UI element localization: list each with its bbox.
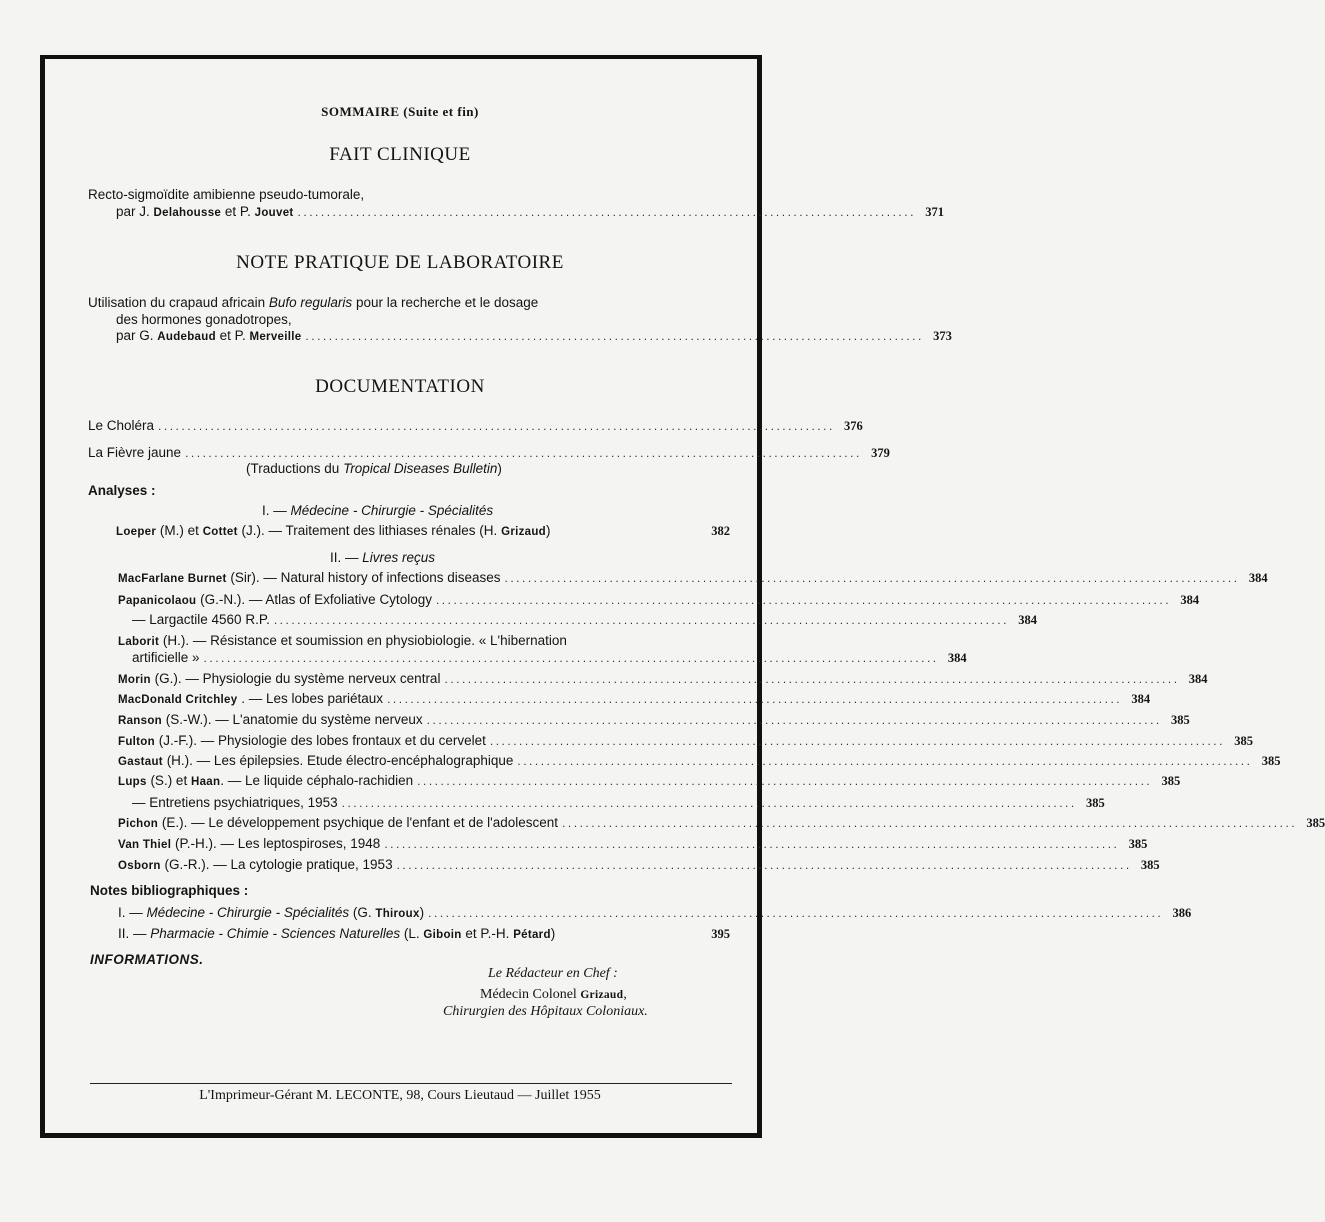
author-name: Haan bbox=[190, 776, 221, 788]
author-name: Cottet bbox=[202, 526, 238, 538]
text-fragment: (Traductions du bbox=[246, 461, 340, 476]
text-fragment: (G.). — Physiologie du système nerveux central bbox=[154, 671, 441, 686]
subheading-livres-recus bbox=[330, 550, 435, 565]
notes-bibliographiques-heading: Notes bibliographiques : bbox=[90, 883, 249, 898]
book-entry bbox=[118, 773, 1181, 789]
page-number: 384 bbox=[1131, 692, 1151, 706]
page-number: 385 bbox=[1140, 858, 1160, 872]
text-fragment: (Sir). — Natural history of infections diseases bbox=[230, 570, 501, 585]
leader-dots: .............................................................................................................................. bbox=[387, 692, 1123, 706]
leader-dots: .................................................................................................................... bbox=[158, 419, 835, 433]
book-entry bbox=[118, 633, 730, 648]
book-entry bbox=[118, 815, 1325, 831]
text-fragment: (E.). — Le développement psychique de l'enfant et de l'adolescent bbox=[161, 815, 559, 830]
signature-name bbox=[480, 987, 627, 1003]
page-number: 384 bbox=[1018, 613, 1037, 627]
author-name: MacDonald Critchley bbox=[118, 694, 238, 706]
book-entry bbox=[118, 733, 1253, 749]
text-fragment: pour la recherche et le dosage bbox=[355, 295, 539, 310]
leader-dots: .............................................................................................................................. bbox=[417, 774, 1153, 788]
entry-crapaud bbox=[116, 328, 952, 344]
text-fragment: (G.-N.). — Atlas of Exfoliative Cytology bbox=[200, 592, 432, 607]
subheading-medecine bbox=[262, 503, 493, 518]
leader-dots: .............................................................................................................................. bbox=[444, 672, 1180, 686]
note-entry bbox=[118, 905, 1192, 921]
author-name: Grizaud bbox=[501, 526, 546, 538]
page-number: 384 bbox=[947, 651, 967, 665]
entry-label: La Fièvre jaune bbox=[88, 445, 182, 460]
page-number: 384 bbox=[1180, 593, 1200, 607]
by-label: par G. bbox=[116, 328, 154, 343]
leader-dots: .............................................................................................................................. bbox=[341, 796, 1077, 810]
leader-dots: .............................................................................................................................. bbox=[203, 651, 939, 665]
page-number: 376 bbox=[844, 419, 863, 433]
analyses-heading: Analyses : bbox=[88, 483, 156, 498]
author-name: Van Thiel bbox=[118, 839, 172, 851]
text-fragment: II. — bbox=[118, 926, 151, 941]
leader-dots: .............................................................................................................................. bbox=[384, 837, 1120, 851]
text-fragment: (G.-R.). — La cytologie pratique, 1953 bbox=[164, 857, 393, 872]
book-entry bbox=[132, 795, 1105, 811]
author-name: Laborit bbox=[118, 636, 160, 648]
book-entry bbox=[118, 691, 1151, 707]
book-entry bbox=[118, 570, 1268, 586]
author-name: Thiroux bbox=[375, 908, 420, 920]
page-number: 382 bbox=[711, 524, 730, 538]
author-name: Osborn bbox=[118, 860, 161, 872]
book-entry bbox=[118, 836, 1148, 852]
leader-dots: .............................................................................................................................. bbox=[273, 613, 1009, 627]
leader-dots: .............................................................................................................................. bbox=[517, 754, 1253, 768]
entry-recto-sigmoidite bbox=[116, 204, 944, 220]
page-number: 373 bbox=[933, 329, 952, 343]
author-name: Ranson bbox=[118, 715, 162, 727]
text-fragment: . — Les lobes pariétaux bbox=[241, 691, 384, 706]
text-fragment: et P.-H. bbox=[465, 926, 510, 941]
footer-rule bbox=[90, 1083, 732, 1084]
section-title-documentation: DOCUMENTATION bbox=[315, 376, 485, 397]
book-entry bbox=[132, 650, 967, 666]
page-number: 385 bbox=[1171, 713, 1190, 727]
author-name: Jouvet bbox=[254, 207, 294, 219]
and-label: et P. bbox=[219, 328, 246, 343]
book-entry bbox=[118, 592, 1200, 608]
leader-dots: .............................................................................................................................. bbox=[562, 816, 1298, 830]
text-fragment: (J.-F.). — Physiologie des lobes frontaux et du cervelet bbox=[158, 733, 486, 748]
leader-dots: .............................................................................................................................. bbox=[426, 713, 1162, 727]
and-label: et P. bbox=[224, 204, 251, 219]
leader-dots: .............................................................................................................................. bbox=[489, 734, 1225, 748]
text-fragment: ) bbox=[550, 926, 556, 941]
species-name: Bufo regularis bbox=[268, 295, 353, 310]
author-name: Pichon bbox=[118, 818, 159, 830]
page-number: 385 bbox=[1161, 774, 1181, 788]
leader-dots: .............................................................................................................................. bbox=[396, 858, 1132, 872]
book-entry bbox=[132, 612, 1037, 628]
note-entry bbox=[118, 926, 730, 942]
section-title-note-pratique: NOTE PRATIQUE DE LABORATOIRE bbox=[236, 252, 564, 273]
text-fragment: (S.) et bbox=[150, 773, 188, 788]
traductions-note bbox=[246, 461, 502, 476]
page-number: 371 bbox=[925, 205, 944, 219]
author-name: Papanicolaou bbox=[118, 595, 197, 607]
page-number: 386 bbox=[1172, 906, 1192, 920]
text-fragment: II. — bbox=[330, 550, 359, 565]
author-name: Grizaud bbox=[580, 989, 624, 1001]
text-fragment: (L. bbox=[403, 926, 420, 941]
entry-crapaud-line2: des hormones gonadotropes, bbox=[116, 312, 292, 327]
leader-dots: .......................................................................................................... bbox=[297, 205, 916, 219]
page-number: 385 bbox=[1234, 734, 1253, 748]
text-fragment: ) bbox=[546, 523, 551, 538]
entry-fievre-jaune bbox=[88, 445, 890, 461]
text-fragment: I. — bbox=[262, 503, 287, 518]
author-name: MacFarlane Burnet bbox=[118, 573, 227, 585]
author-name: Loeper bbox=[116, 526, 157, 538]
page-number: 385 bbox=[1306, 816, 1325, 830]
author-name: Gastaut bbox=[118, 756, 163, 768]
author-name: Lups bbox=[118, 776, 147, 788]
text-fragment: (J.). — Traitement des lithiases rénales (H. bbox=[241, 523, 498, 538]
printer-footer: L'Imprimeur-Gérant M. LECONTE, 98, Cours Lieutaud — Juillet 1955 bbox=[199, 1088, 601, 1103]
signature-title: Chirurgien des Hôpitaux Coloniaux. bbox=[443, 1004, 648, 1019]
journal-title: Tropical Diseases Bulletin bbox=[343, 461, 498, 476]
text-fragment: (G. bbox=[352, 905, 372, 920]
text-fragment: . — Le liquide céphalo-rachidien bbox=[220, 773, 414, 788]
sommaire-heading: SOMMAIRE (Suite et fin) bbox=[321, 104, 479, 119]
entry-recto-sigmoidite-title: Recto-sigmoïdite amibienne pseudo-tumorale, bbox=[88, 187, 365, 202]
text-fragment: , bbox=[623, 987, 627, 1002]
by-label: par J. bbox=[116, 204, 150, 219]
entry-crapaud-line1 bbox=[88, 295, 538, 310]
text-fragment: (P.-H.). — Les leptospiroses, 1948 bbox=[174, 836, 381, 851]
page-number: 385 bbox=[1128, 837, 1148, 851]
author-name: Audebaud bbox=[157, 331, 216, 343]
text-fragment: artificielle » bbox=[132, 650, 200, 665]
leader-dots: .............................................................................................................................. bbox=[435, 593, 1172, 607]
text-fragment: Livres reçus bbox=[362, 550, 436, 565]
section-title-fait-clinique: FAIT CLINIQUE bbox=[329, 144, 471, 165]
text-fragment: ) bbox=[419, 905, 425, 920]
informations-heading: INFORMATIONS. bbox=[90, 952, 204, 967]
page-number: 385 bbox=[1085, 796, 1105, 810]
author-name: Delahousse bbox=[153, 207, 222, 219]
book-entry bbox=[118, 857, 1160, 873]
page-number: 384 bbox=[1188, 672, 1208, 686]
author-name: Morin bbox=[118, 674, 151, 686]
book-entry bbox=[118, 671, 1208, 687]
page-number: 395 bbox=[711, 927, 730, 941]
page-number: 384 bbox=[1248, 571, 1268, 585]
text-fragment: (H.). — Résistance et soumission en physiobiologie. « L'hibernation bbox=[162, 633, 567, 648]
text-fragment: (H.). — Les épilepsies. Etude électro-encéphalographique bbox=[166, 753, 514, 768]
text-fragment: Médecine - Chirurgie - Spécialités bbox=[290, 503, 494, 518]
book-entry bbox=[118, 753, 1281, 769]
page-number: 385 bbox=[1261, 754, 1281, 768]
text-fragment: — Entretiens psychiatriques, 1953 bbox=[132, 795, 338, 810]
author-name: Giboin bbox=[423, 929, 462, 941]
text-fragment: (M.) et bbox=[159, 523, 199, 538]
text-fragment: Médecin Colonel bbox=[480, 987, 577, 1002]
text-fragment: Pharmacie - Chimie - Sciences Naturelles bbox=[150, 926, 401, 941]
book-entry bbox=[118, 712, 1190, 728]
author-name: Pétard bbox=[513, 929, 551, 941]
text-fragment: ) bbox=[497, 461, 502, 476]
entry-loeper bbox=[116, 523, 730, 539]
text-fragment: (S.-W.). — L'anatomie du système nerveux bbox=[165, 712, 423, 727]
leader-dots: .......................................................................................................... bbox=[305, 329, 924, 343]
page-number: 379 bbox=[871, 446, 890, 460]
leader-dots: .............................................................................................................................. bbox=[428, 906, 1164, 920]
signature-role: Le Rédacteur en Chef : bbox=[488, 966, 618, 981]
text-fragment: Utilisation du crapaud africain bbox=[88, 295, 266, 310]
leader-dots: .................................................................................................................... bbox=[185, 446, 862, 460]
leader-dots: .............................................................................................................................. bbox=[504, 571, 1240, 585]
entry-cholera bbox=[88, 418, 863, 434]
author-name: Fulton bbox=[118, 736, 155, 748]
text-fragment: Médecine - Chirurgie - Spécialités bbox=[146, 905, 350, 920]
text-fragment: — Largactile 4560 R.P. bbox=[132, 612, 270, 627]
text-fragment: I. — bbox=[118, 905, 147, 920]
entry-label: Le Choléra bbox=[88, 418, 155, 433]
author-name: Merveille bbox=[249, 331, 302, 343]
